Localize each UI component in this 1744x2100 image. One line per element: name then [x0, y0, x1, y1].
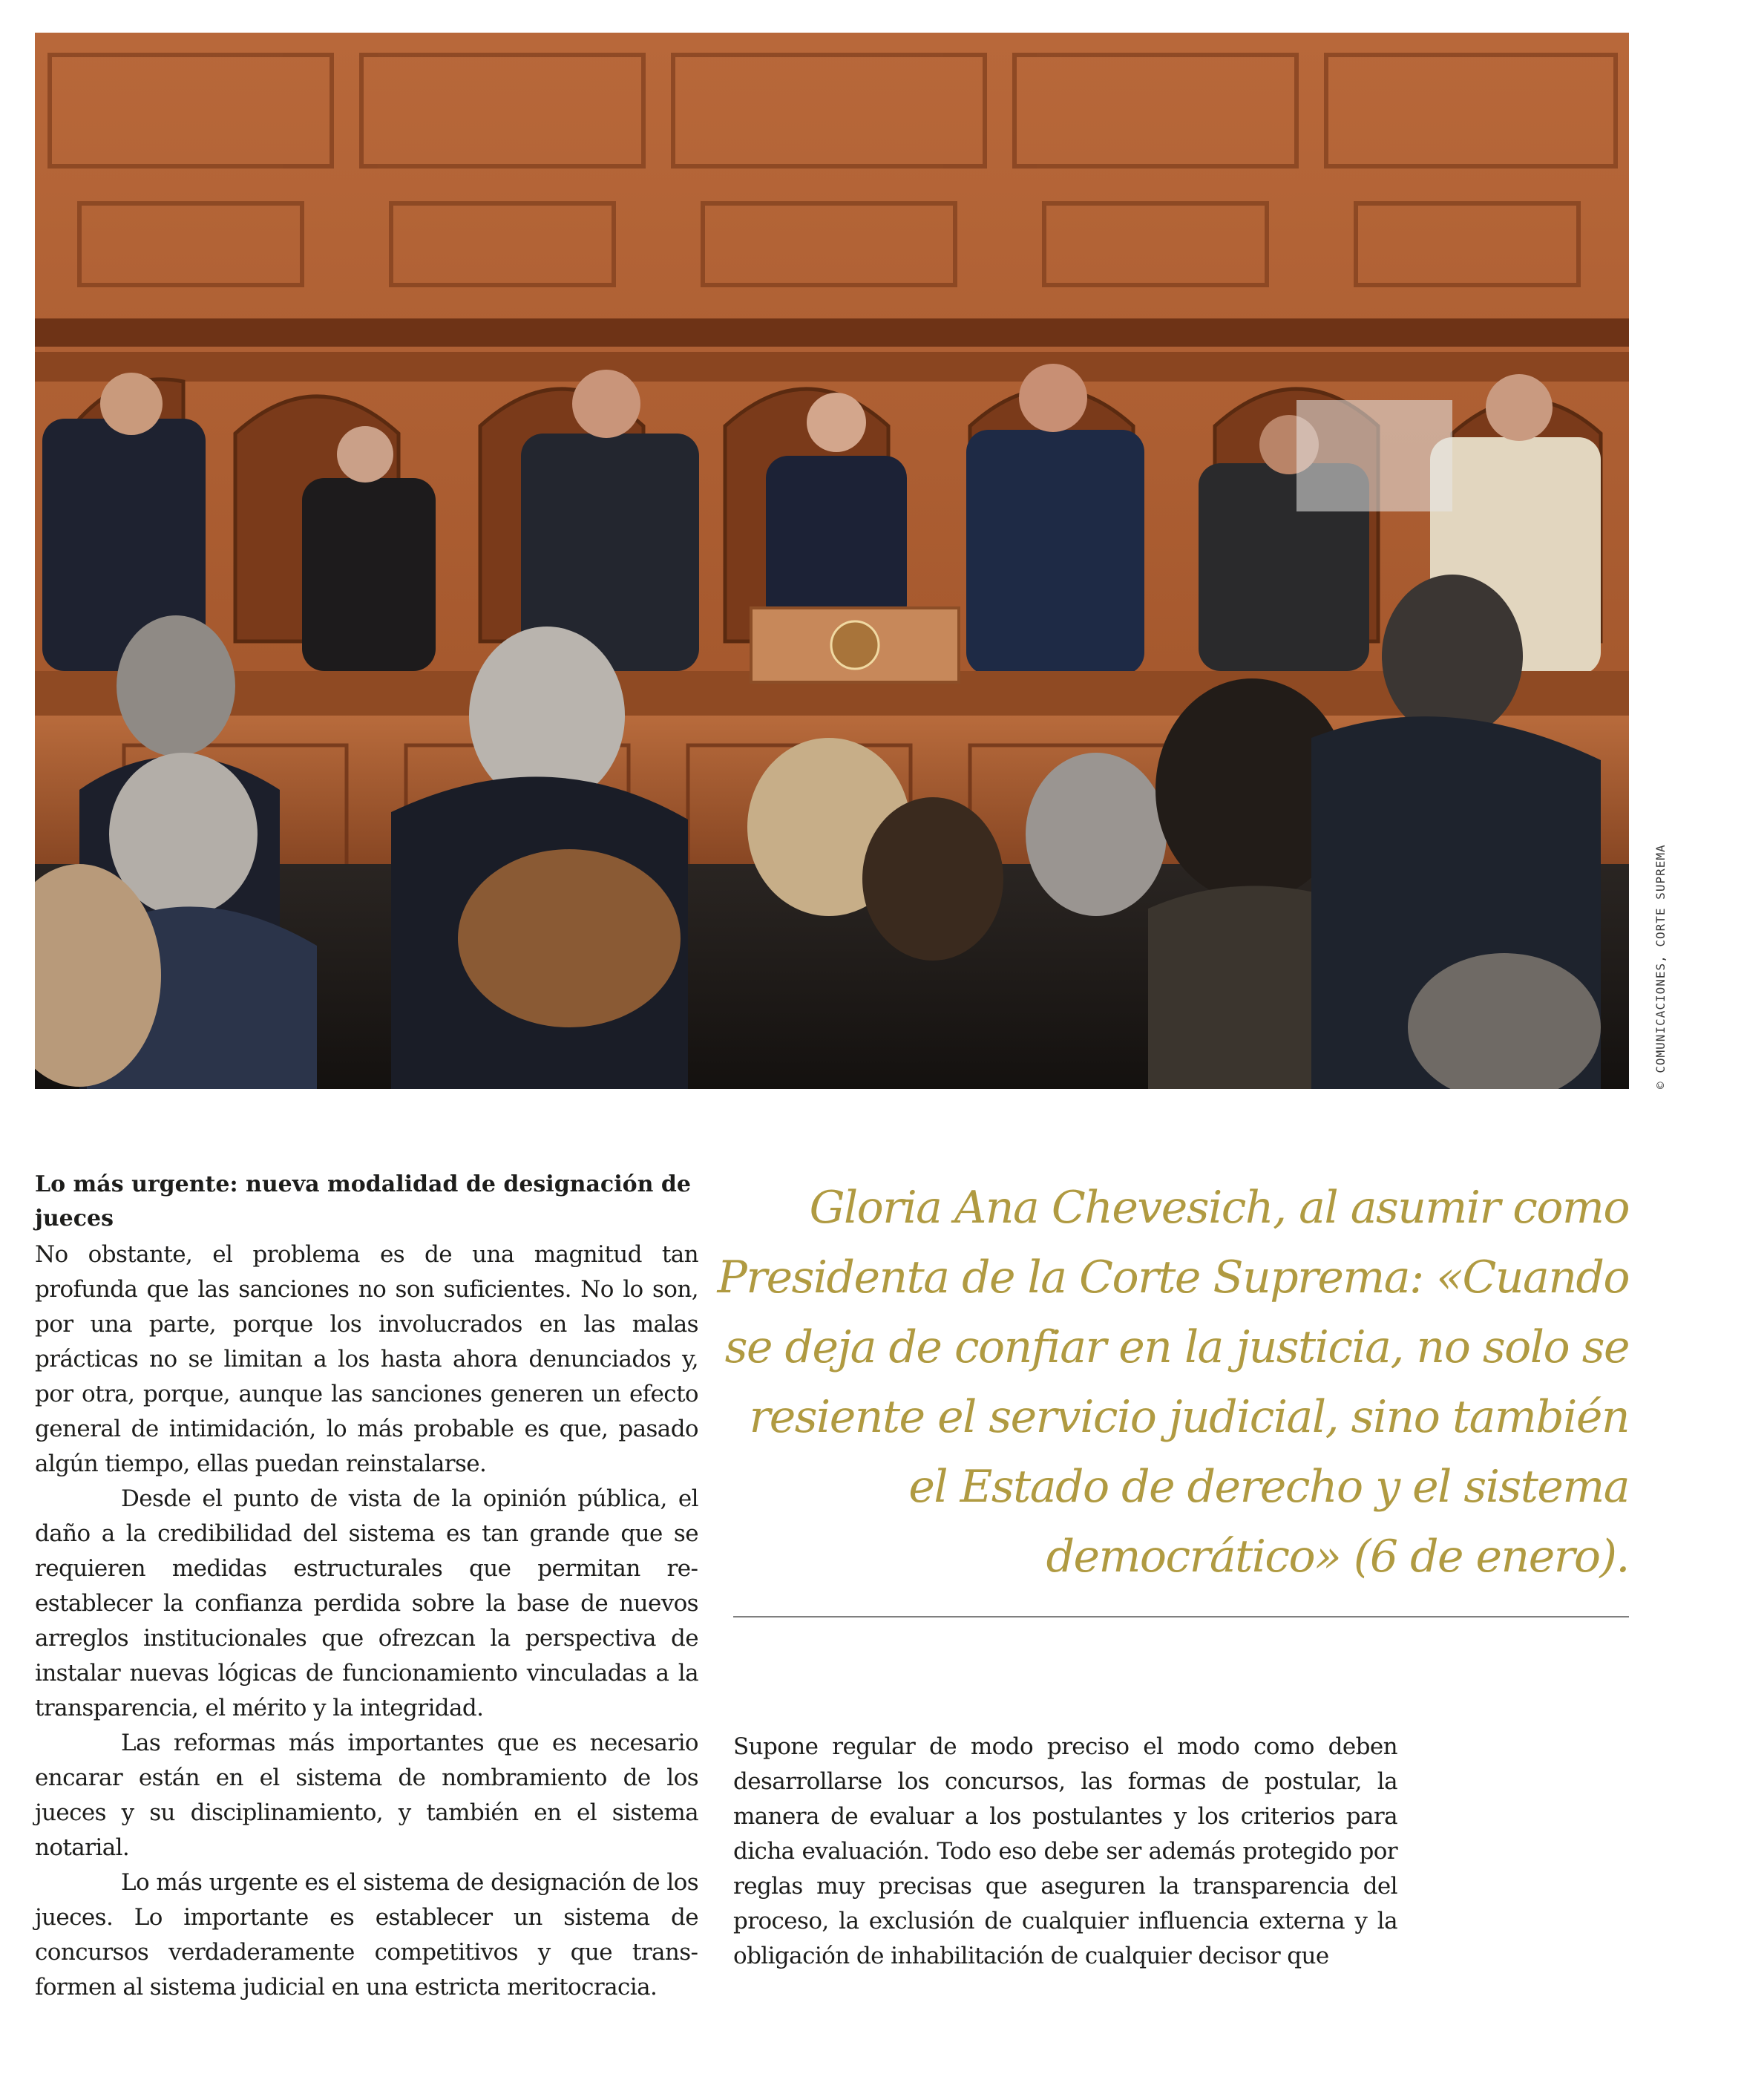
photo-credit: © COMUNICACIONES, CORTE SUPREMA: [1653, 844, 1668, 1089]
pull-quote: Gloria Ana Chevesich, al asumir como Presidenta de la Corte Suprema: «Cuando se deja de confiar en la justicia, no solo se resiente el servicio judicial, sino también el Estado de derecho y el sistema democrático» (6 de enero).: [717, 1182, 1629, 1583]
pull-quote-rule: [733, 1616, 1629, 1617]
courtroom-illustration: [35, 33, 1629, 1089]
article-paragraph: Las reformas más importantes que es necesario encarar están en el sistema de nombramiento de los jueces y su disciplinamiento, y también en el sistema notarial.: [35, 1730, 698, 1861]
article-right-column: [733, 1730, 1397, 1974]
section-subheading: Lo más urgente: nueva modalidad de designación de jueces: [35, 1171, 691, 1231]
article-paragraph: No obstante, el problema es de una magnitud tan profunda que las sanciones no son suficientes. No lo son, por una parte, porque los involucrados en las malas prácticas no se limitan a los hasta ahora denunciados y, por otra, porque, aunque las sanciones generen un efecto general de intimidación, lo más probable es que, pasado algún tiempo, ellas puedan reinstalarse.: [35, 1241, 698, 1477]
article-paragraph: Supone regular de modo preciso el modo como deben desarrollarse los concursos, las formas de postular, la manera de evaluar a los postulantes y los criterios para dicha evaluación. Todo eso debe ser además protegido por reglas muy precisas que aseguren la transparencia del proceso, la exclusión de cualquier influencia externa y la obligación de inhabilitación de cualquier decisor que: [733, 1733, 1397, 1969]
courtroom-photo: [35, 33, 1629, 1089]
article-paragraph: Desde el punto de vista de la opinión pública, el daño a la credibilidad del sistema es tan grande que se requieren medidas estructurales que permitan reestablecer la confianza perdida sobre la base de nuevos arreglos institucionales que ofrezcan la perspectiva de instalar nuevas lógicas de funcionamiento vinculadas a la transparencia, el mérito y la integridad.: [35, 1485, 698, 1721]
article-left-column: [35, 1237, 698, 2005]
article-paragraph: Lo más urgente es el sistema de designación de los jueces. Lo importante es establecer un sistema de concursos verdaderamente competitivos y que transformen al sistema judicial en una estricta meritocracia.: [35, 1869, 698, 2001]
